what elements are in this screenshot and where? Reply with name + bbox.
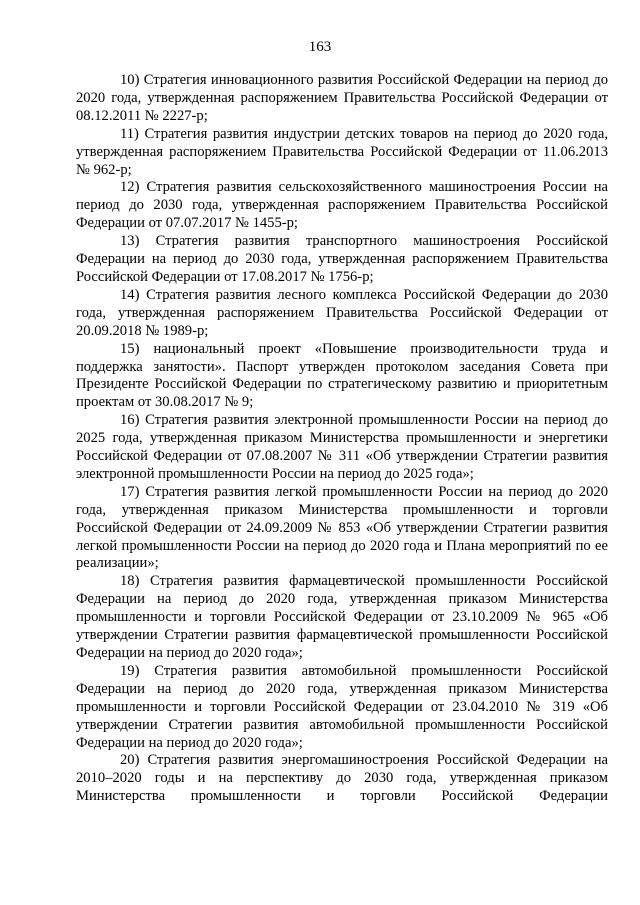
list-item: 13) Стратегия развития транспортного машиностроения Российской Федерации на период до 2030 года, утвержденная распоряжением Правительства Российской Федерации от 17.08.2017 № 1756-р; [76,233,608,285]
list-item: 20) Стратегия развития энергомашиностроения Российской Федерации на 2010–2020 годы и на перспективу до 2030 года, утвержденная приказом Министерства промышленности и торговли Российской Федерации [76,752,608,805]
list-item: 10) Стратегия инновационного развития Российской Федерации на период до 2020 года, утвержденная распоряжением Правительства Российской Федерации от 08.12.2011 № 2227-р; [76,72,608,124]
list-item: 19) Стратегия развития автомобильной промышленности Российской Федерации на период до 2020 года, утвержденная приказом Министерства промышленности и торговли Российской Федерации от 23.04.2010 № 319 «Об утверждении Стратегии развития автомобильной промышленности Российской Федерации на период до 2020 года»; [76,662,608,751]
list-item: 11) Стратегия развития индустрии детских товаров на период до 2020 года, утвержденная распоряжением Правительства Российской Федерации от 11.06.2013 № 962-р; [76,125,608,178]
page-number: 163 [308,39,332,55]
list-item: 14) Стратегия развития лесного комплекса Российской Федерации до 2030 года, утвержденная распоряжением Правительства Российской Федерации от 20.09.2018 № 1989-р; [76,286,608,339]
list-item: 12) Стратегия развития сельскохозяйственного машиностроения России на период до 2030 года, утвержденная распоряжением Правительства Российской Федерации от 07.07.2017 № 1455-р; [76,179,608,232]
list-item: 16) Стратегия развития электронной промышленности России на период до 2025 года, утвержденная приказом Министерства промышленности и энергетики Российской Федерации от 07.08.2007 № 311 «Об утверждении Стратегии развития электронной промышленности России на период до 2025 года»; [76,412,608,482]
document-body [76,72,608,806]
list-item: 17) Стратегия развития легкой промышленности России на период до 2020 года, утвержденная приказом Министерства промышленности и торговли Российской Федерации от 24.09.2009 № 853 «Об утверждении Стратегии развития легкой промышленности России на период до 2020 года и Плана мероприятий по ее реализации»; [76,483,608,572]
list-item: 15) национальный проект «Повышение производительности труда и поддержка занятости». Паспорт утвержден протоколом заседания Совета при Президенте Российской Федерации по стратегическому развитию и приоритетным проектам от 30.08.2017 № 9; [76,340,608,411]
list-item: 18) Стратегия развития фармацевтической промышленности Российской Федерации на период до 2020 года, утвержденная приказом Министерства промышленности и торговли Российской Федерации от 23.10.2009 № 965 «Об утверждении Стратегии развития фармацевтической промышленности Российской Федерации на период до 2020 года»; [76,573,608,661]
